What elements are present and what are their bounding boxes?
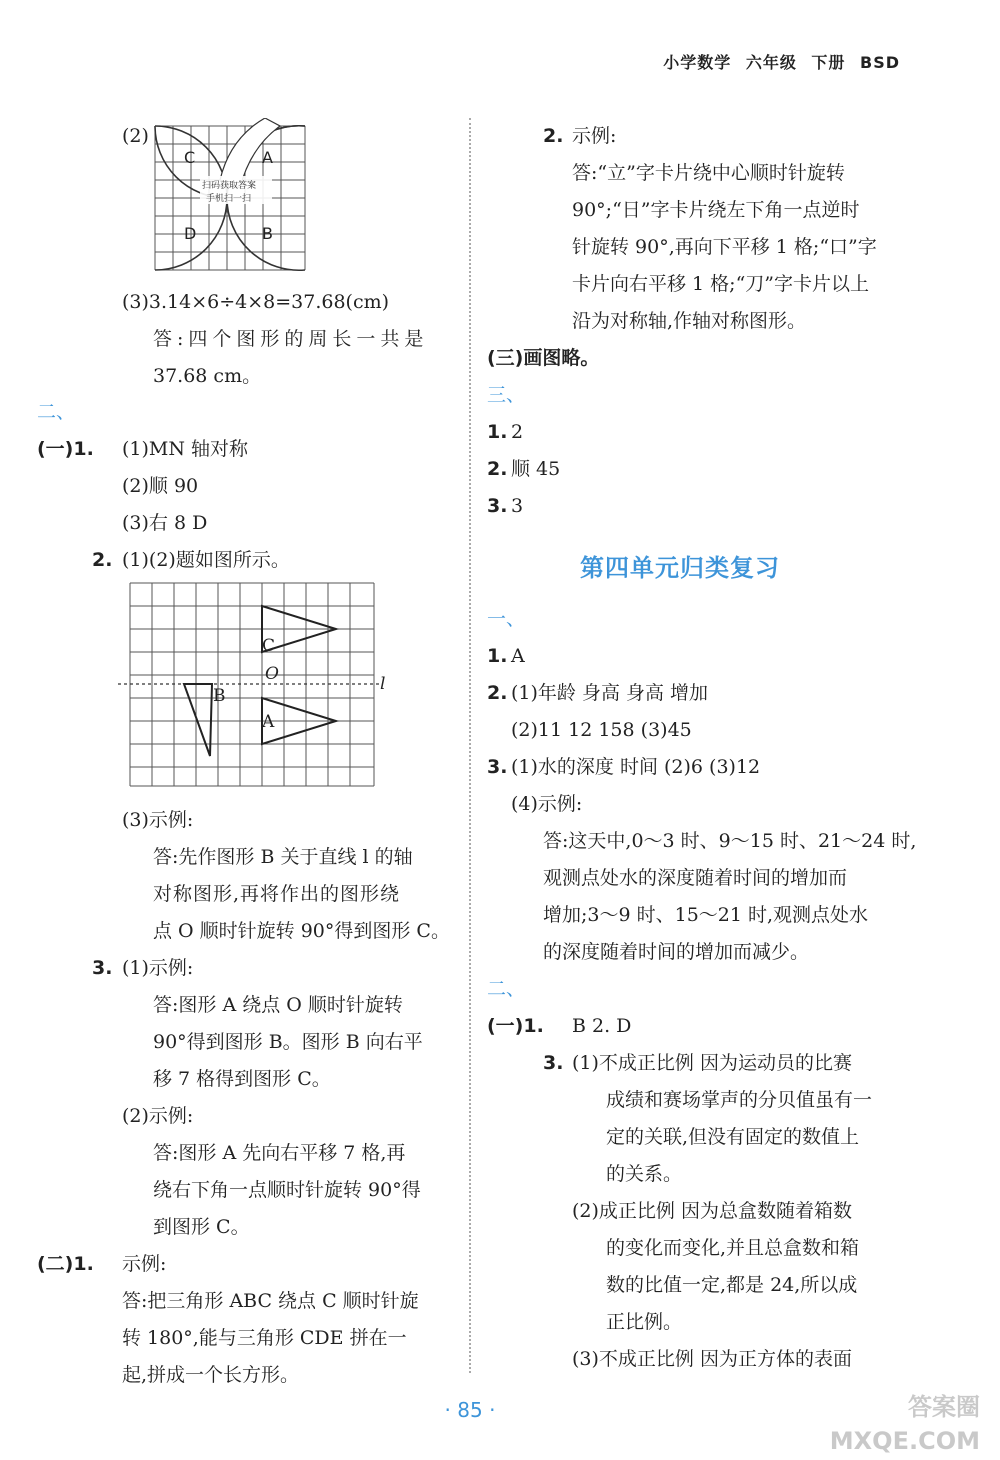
text-line: 卡片向右平移 1 格;“刀”字卡片以上	[572, 273, 869, 295]
text-line: 答:图形 A 先向右平移 7 格,再	[153, 1142, 406, 1164]
answer-text: (3)不成正比例 因为正方体的表面	[572, 1348, 852, 1370]
text-line: 观测点处水的深度随着时间的增加而	[543, 867, 848, 889]
answer-text: (1)不成正比例 因为运动员的比赛	[572, 1052, 852, 1074]
sub-item-label: (2)	[122, 125, 149, 147]
text-line: 答:先作图形 B 关于直线 l 的轴	[153, 846, 413, 868]
answer-text: (1)水的深度 时间 (2)6 (3)12	[511, 756, 761, 778]
text-line: 定的关联,但没有固定的数值上	[606, 1126, 860, 1148]
text-line: 绕右下角一点顺时针旋转 90°得	[153, 1179, 421, 1201]
page-number: · 85 ·	[444, 1398, 496, 1422]
answer-text: B 2. D	[572, 1015, 632, 1037]
column-divider	[469, 118, 471, 1373]
text-line: 答:这天中,0～3 时、9～15 时、21～24 时,	[543, 830, 917, 852]
text-line: 对称图形,再将作出的图形绕	[153, 883, 401, 905]
text-line: (2)顺 90	[122, 475, 199, 497]
question-number: 2.	[487, 682, 508, 704]
figure-label-a: A	[262, 712, 275, 732]
text-line: (1)示例:	[122, 957, 194, 979]
text-line: 正比例。	[606, 1311, 683, 1333]
question-number: 3.	[487, 756, 508, 778]
text-line: 起,拼成一个长方形。	[122, 1364, 300, 1386]
text-line: 答:四个图形的周长一共是	[153, 328, 429, 350]
question-number: 2.	[543, 125, 564, 147]
figure-label-o: O	[265, 664, 279, 684]
text-line: (1)MN 轴对称	[122, 438, 249, 460]
text-line: 答:图形 A 绕点 O 顺时针旋转	[153, 994, 403, 1016]
question-number: 2.	[92, 549, 113, 571]
text-line: (3)示例:	[122, 809, 194, 831]
text-line: 示例:	[572, 125, 617, 147]
text-line: 答:“立”字卡片绕中心顺时针旋转	[572, 162, 845, 184]
text-line: 90°;“日”字卡片绕左下角一点逆时	[572, 199, 860, 221]
question-number: 3.	[92, 957, 113, 979]
text-line: (3)右 8 D	[122, 512, 208, 534]
question-number: 1.	[487, 645, 508, 667]
figure-label-c: C	[184, 148, 196, 167]
section-number: 二、	[487, 978, 526, 1000]
answer-text: 3	[511, 495, 524, 517]
figure-label-d: D	[184, 224, 197, 243]
text-line: 增加;3～9 时、15～21 时,观测点处水	[543, 904, 869, 926]
stamp-text-2: 手机扫一扫	[206, 194, 252, 204]
text-line: 的关系。	[606, 1163, 683, 1185]
text-line: (3)3.14×6÷4×8=37.68(cm)	[122, 291, 390, 313]
question-number: 3.	[543, 1052, 564, 1074]
answer-text: A	[511, 645, 525, 667]
text-line: (2)示例:	[122, 1105, 194, 1127]
text-line: 移 7 格得到图形 C。	[153, 1068, 331, 1090]
text-line: 针旋转 90°,再向下平移 1 格;“口”字	[572, 236, 877, 258]
section-number: 一、	[487, 608, 526, 630]
section-number: 三、	[487, 384, 526, 406]
text-line: 的变化而变化,并且总盒数和箱	[606, 1237, 860, 1259]
answer-text: (2)成正比例 因为总盒数随着箱数	[572, 1200, 852, 1222]
figure-label-l: l	[380, 674, 386, 694]
stamp-text-1: 扫码获取答案	[202, 181, 257, 191]
question-number: 2.	[487, 458, 508, 480]
watermark-logo	[830, 1390, 980, 1458]
text-line: (三)画图略。	[487, 347, 600, 369]
text-line: 转 180°,能与三角形 CDE 拼在一	[122, 1327, 407, 1349]
answer-text: (4)示例:	[511, 793, 583, 815]
text-line: 答:把三角形 ABC 绕点 C 顺时针旋	[122, 1290, 419, 1312]
answer-text: 顺 45	[511, 458, 561, 480]
question-number: (一)1.	[487, 1015, 544, 1037]
figure-label-b: B	[262, 224, 273, 243]
text-line: (1)(2)题如图所示。	[122, 549, 290, 571]
question-number: 3.	[487, 495, 508, 517]
question-number: 1.	[487, 421, 508, 443]
page-header: 小学数学 六年级 下册 BSD	[663, 53, 900, 72]
answer-text: (2)11 12 158 (3)45	[511, 719, 692, 741]
text-line: 的深度随着时间的增加而减少。	[543, 941, 810, 963]
section-number: 二、	[37, 401, 76, 423]
figure-label-b: B	[213, 686, 226, 706]
text-line: 沿为对称轴,作轴对称图形。	[572, 310, 807, 332]
answer-text: (1)年龄 身高 身高 增加	[511, 682, 709, 704]
figure-label-c: C	[262, 636, 276, 656]
rotation-grid-figure	[118, 580, 398, 790]
text-line: 90°得到图形 B。图形 B 向右平	[153, 1031, 423, 1053]
text-line: 数的比值一定,都是 24,所以成	[606, 1274, 858, 1296]
text-line: 37.68 cm。	[153, 365, 262, 387]
question-number: (一)1.	[37, 438, 94, 460]
section-title: 第四单元归类复习	[580, 554, 780, 582]
text-line: 成绩和赛场掌声的分贝值虽有一	[606, 1089, 873, 1111]
text-line: 点 O 顺时针旋转 90°得到图形 C。	[153, 920, 450, 942]
watermark-text: 答案圈	[908, 1393, 980, 1421]
text-line: 示例:	[122, 1253, 167, 1275]
watermark-url: MXQE.COM	[829, 1427, 980, 1455]
answer-text: 2	[511, 421, 524, 443]
text-line: 到图形 C。	[153, 1216, 250, 1238]
figure-label-a: A	[262, 148, 273, 167]
question-number: (二)1.	[37, 1253, 94, 1275]
